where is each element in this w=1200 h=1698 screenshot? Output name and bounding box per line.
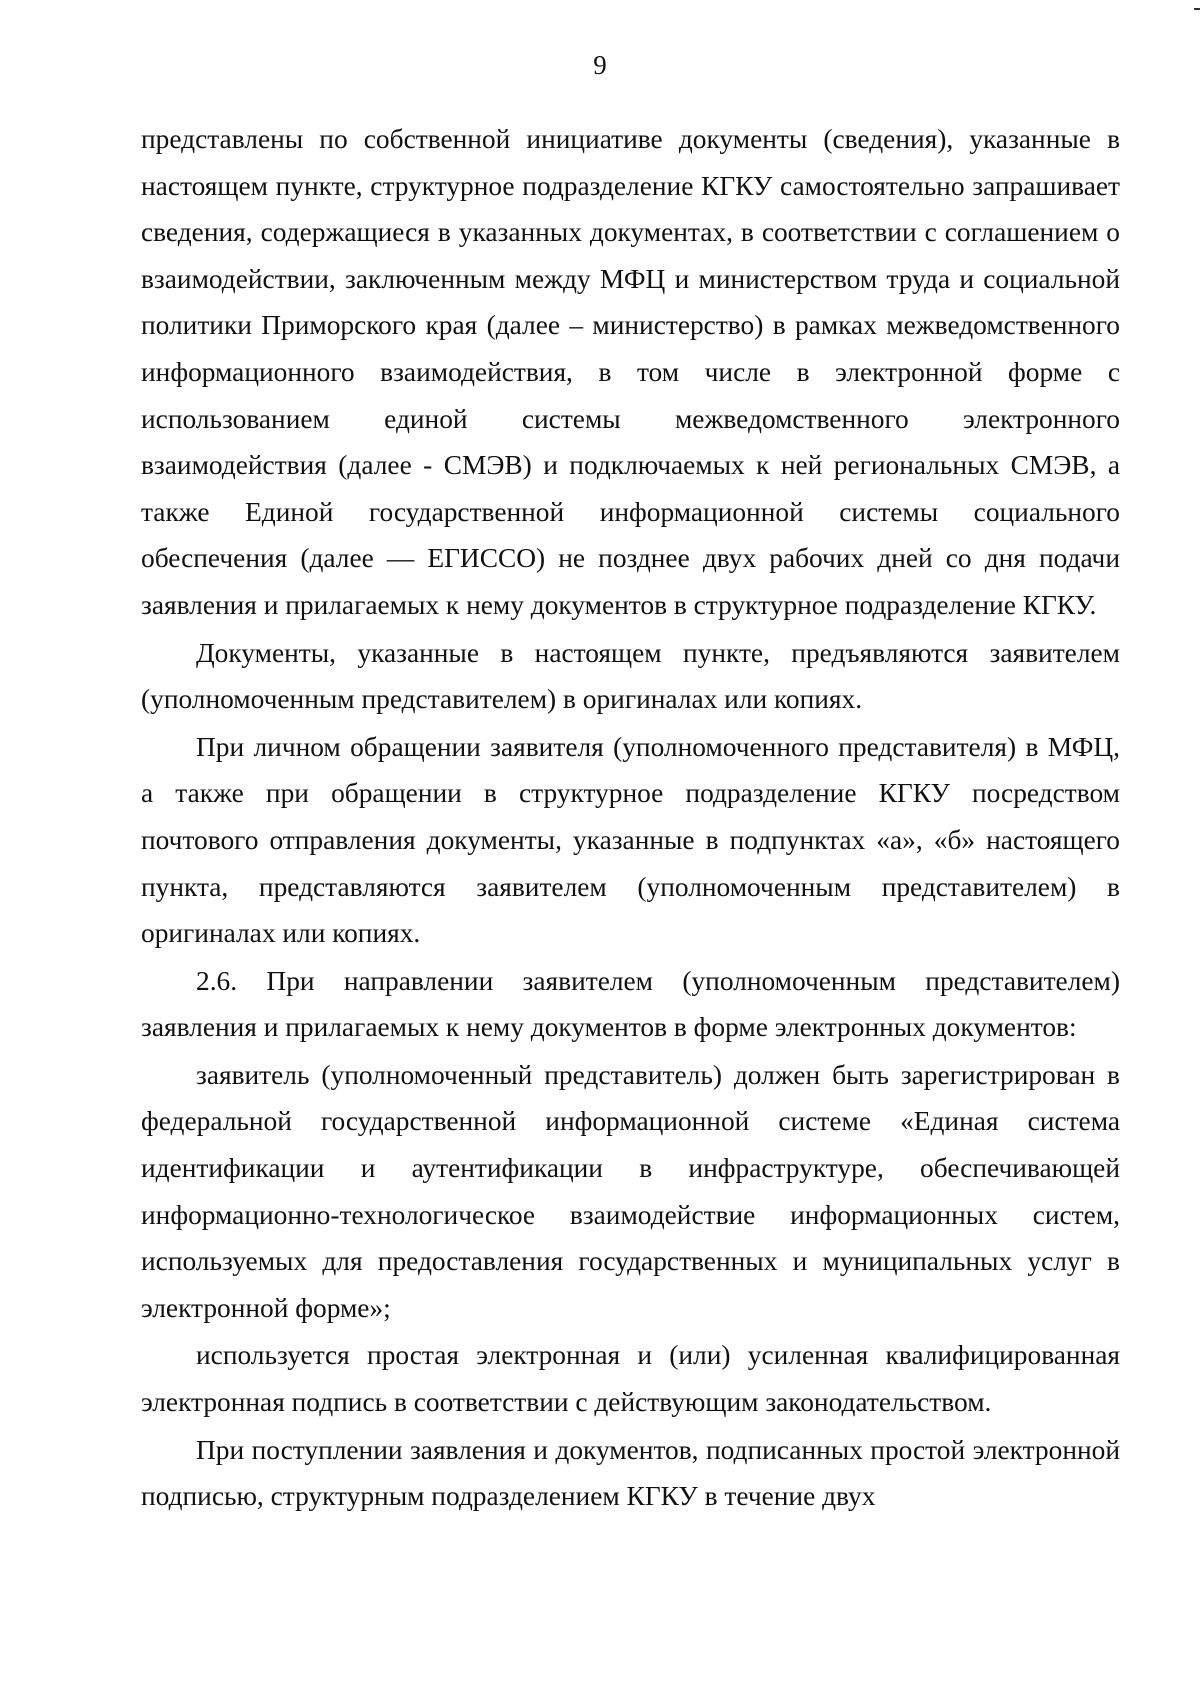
document-body (141, 116, 1120, 1520)
paragraph-electronic-signature: используется простая электронная и (или) усиленная квалифицированная электронная подпись в соответствии с действующим законодательством. (141, 1340, 1120, 1418)
paragraph-esia-registration: заявитель (уполномоченный представитель) должен быть зарегистрирован в федеральной государственной информационной системе «Единая система идентификации и аутентификации в инфраструктуре, обеспечивающей информационно-технологическое взаимодействие информационных систем, используемых для предоставления государственных и муниципальных услуг в электронной форме»; (141, 1059, 1120, 1323)
paragraph-section-2-6: 2.6. При направлении заявителем (уполномоченным представителем) заявления и прилагаемых к нему документов в форме электронных документов: (141, 965, 1120, 1043)
scan-edge-mark (1194, 8, 1200, 10)
paragraph-simple-signature: При поступлении заявления и документов, подписанных простой электронной подписью, структурным подразделением КГКУ в течение двух (141, 1434, 1120, 1512)
paragraph-documents-presented: Документы, указанные в настоящем пункте, предъявляются заявителем (уполномоченным представителем) в оригиналах или копиях. (141, 637, 1120, 715)
page-number: 9 (593, 50, 607, 80)
paragraph-personal-appeal: При личном обращении заявителя (уполномоченного представителя) в МФЦ, а также при обращении в структурное подразделение КГКУ посредством почтового отправления документы, указанные в подпунктах «а», «б» настоящего пункта, представляются заявителем (уполномоченным представителем) в оригиналах или копиях. (141, 731, 1120, 949)
paragraph-continuation: представлены по собственной инициативе документы (сведения), указанные в настоящем пункте, структурное подразделение КГКУ самостоятельно запрашивает сведения, содержащиеся в указанных документах, в соответствии с соглашением о взаимодействии, заключенным между МФЦ и министерством труда и социальной политики Приморского края (далее – министерство) в рамках межведомственного информационного взаимодействия, в том числе в электронной форме с использованием единой системы межведомственного электронного взаимодействия (далее - СМЭВ) и подключаемых к ней региональных СМЭВ, а также Единой государственной информационной системы социального обеспечения (далее — ЕГИССО) не позднее двух рабочих дней со дня подачи заявления и прилагаемых к нему документов в структурное подразделение КГКУ. (141, 124, 1120, 620)
